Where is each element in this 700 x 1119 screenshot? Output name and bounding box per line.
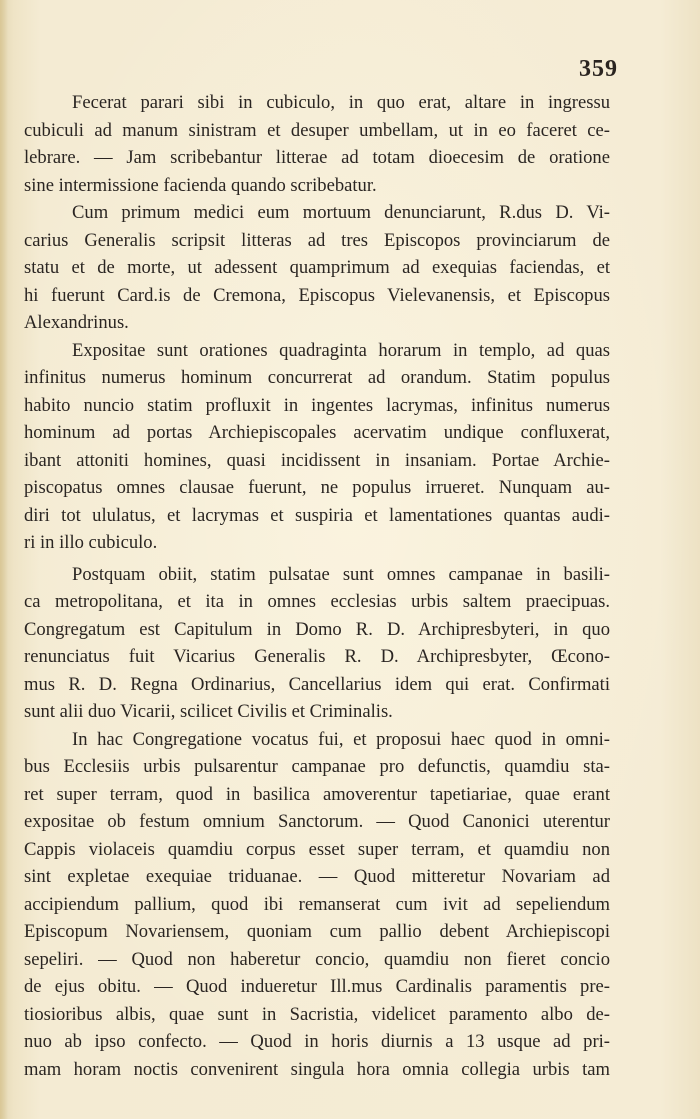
text-line: Fecerat parari sibi in cubiculo, in quo erat, altare in ingressu [72, 92, 610, 113]
text-line: sint expletae exequiae triduanae. — Quod mitteretur Novariam ad [24, 866, 610, 887]
text-line: expositae ob festum omnium Sanctorum. — Quod Canonici uterentur [24, 811, 610, 832]
text-line: nuo ab ipso confecto. — Quod in horis diurnis a 13 usque ad pri- [24, 1031, 610, 1052]
text-line: de ejus obitu. — Quod indueretur Ill.mus Cardinalis paramentis pre- [24, 976, 610, 997]
text-line: ri in illo cubiculo. [24, 532, 158, 553]
text-line: bus Ecclesiis urbis pulsarentur campanae pro defunctis, quamdiu sta- [24, 756, 610, 777]
text-line: hi fuerunt Card.is de Cremona, Episcopus Vielevanensis, et Episcopus [24, 284, 610, 306]
page-spine-shadow [0, 0, 8, 1119]
text-line: Expositae sunt orationes quadraginta horarum in templo, ad quas [72, 339, 610, 361]
text-line: Episcopum Novariensem, quoniam cum pallio debent Archiepiscopi [24, 921, 610, 942]
text-line: Congregatum est Capitulum in Domo R. D. Archipresbyteri, in quo [24, 618, 610, 640]
text-line: tiosioribus albis, quae sunt in Sacristia, videlicet paramento albo de- [24, 1003, 610, 1025]
body-text [24, 89, 610, 1083]
text-line: sunt alii duo Vicarii, scilicet Civilis et Criminalis. [24, 701, 393, 722]
text-line: cubiculi ad manum sinistram et desuper umbellam, ut in eo faceret ce- [24, 119, 610, 141]
text-line: hominum ad portas Archiepiscopales acervatim undique confluxerat, [24, 422, 610, 443]
text-line: mam horam noctis convenirent singula hora omnia collegia urbis tam [24, 1058, 610, 1080]
paragraph-1 [24, 89, 610, 199]
text-line: sine intermissione facienda quando scribebatur. [24, 174, 377, 196]
text-line: ca metropolitana, et ita in omnes ecclesias urbis saltem praecipuas. [24, 591, 610, 612]
paragraph-3 [24, 337, 610, 557]
paragraph-5 [24, 726, 610, 1084]
page-number: 359 [579, 56, 618, 82]
text-line: Postquam obiit, statim pulsatae sunt omnes campanae in basili- [72, 563, 610, 585]
paragraph-4 [24, 561, 610, 726]
text-line: habito nuncio statim profluxit in ingentes lacrymas, infinitus numerus [24, 394, 610, 416]
text-line: carius Generalis scripsit litteras ad tres Episcopos provinciarum de [24, 229, 610, 251]
text-line: mus R. D. Regna Ordinarius, Cancellarius idem qui erat. Confirmati [24, 673, 610, 695]
text-line: renunciatus fuit Vicarius Generalis R. D. Archipresbyter, Œcono- [24, 646, 610, 667]
text-line: Cum primum medici eum mortuum denunciarunt, R.dus D. Vi- [72, 202, 610, 223]
text-line: Alexandrinus. [24, 312, 129, 333]
paragraph-2 [24, 199, 610, 337]
text-line: lebrare. — Jam scribebantur litterae ad totam dioecesim de oratione [24, 147, 610, 168]
text-line: sepeliri. — Quod non haberetur concio, quamdiu non fieret concio [24, 948, 610, 970]
text-line: statu et de morte, ut adessent quamprimum ad exequias faciendas, et [24, 257, 610, 278]
text-line: piscopatus omnes clausae fuerunt, ne populus irrueret. Nunquam au- [24, 477, 610, 498]
text-line: In hac Congregatione vocatus fui, et proposui haec quod in omni- [72, 728, 610, 750]
text-line: Cappis violaceis quamdiu corpus esset super terram, et quamdiu non [24, 838, 610, 860]
text-line: diri tot ululatus, et lacrymas et suspiria et lamentationes quantas audi- [24, 504, 610, 526]
text-line: ret super terram, quod in basilica amoverentur tapetiariae, quae erant [24, 783, 610, 805]
text-line: infinitus numerus hominum concurrerat ad orandum. Statim populus [24, 367, 610, 388]
text-line: accipiendum pallium, quod ibi remanserat cum ivit ad sepeliendum [24, 893, 610, 915]
text-line: ibant attoniti homines, quasi incidissent in insaniam. Portae Archie- [24, 449, 610, 471]
